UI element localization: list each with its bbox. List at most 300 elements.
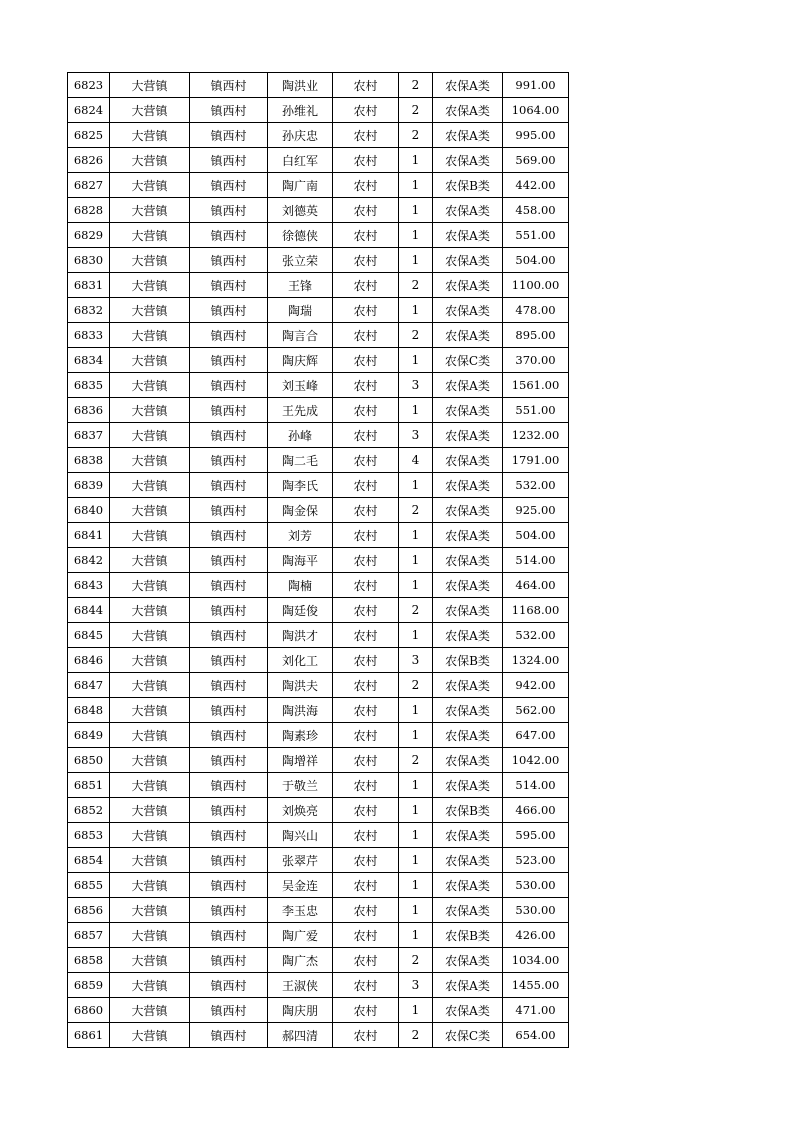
amount-cell: 478.00 <box>503 298 569 323</box>
town-cell: 大营镇 <box>110 823 190 848</box>
name-cell: 李玉忠 <box>268 898 333 923</box>
household-count-cell: 3 <box>399 973 433 998</box>
area-type-cell: 农村 <box>333 823 399 848</box>
insurance-category-cell: 农保A类 <box>433 198 503 223</box>
insurance-category-cell: 农保A类 <box>433 773 503 798</box>
name-cell: 王锋 <box>268 273 333 298</box>
table-row <box>68 448 569 473</box>
town-cell: 大营镇 <box>110 523 190 548</box>
village-cell: 镇西村 <box>190 73 268 98</box>
area-type-cell: 农村 <box>333 873 399 898</box>
table-row <box>68 598 569 623</box>
amount-cell: 442.00 <box>503 173 569 198</box>
amount-cell: 504.00 <box>503 523 569 548</box>
town-cell: 大营镇 <box>110 423 190 448</box>
row-number: 6853 <box>68 823 110 848</box>
name-cell: 白红军 <box>268 148 333 173</box>
area-type-cell: 农村 <box>333 498 399 523</box>
town-cell: 大营镇 <box>110 473 190 498</box>
name-cell: 王先成 <box>268 398 333 423</box>
insurance-category-cell: 农保C类 <box>433 1023 503 1048</box>
area-type-cell: 农村 <box>333 523 399 548</box>
name-cell: 陶庆辉 <box>268 348 333 373</box>
village-cell: 镇西村 <box>190 973 268 998</box>
amount-cell: 1042.00 <box>503 748 569 773</box>
insurance-category-cell: 农保A类 <box>433 123 503 148</box>
row-number: 6834 <box>68 348 110 373</box>
insurance-category-cell: 农保A类 <box>433 73 503 98</box>
area-type-cell: 农村 <box>333 848 399 873</box>
table-row <box>68 123 569 148</box>
table-row <box>68 523 569 548</box>
town-cell: 大营镇 <box>110 998 190 1023</box>
household-count-cell: 1 <box>399 398 433 423</box>
household-count-cell: 2 <box>399 498 433 523</box>
town-cell: 大营镇 <box>110 548 190 573</box>
table-row <box>68 1023 569 1048</box>
village-cell: 镇西村 <box>190 948 268 973</box>
table-row <box>68 148 569 173</box>
village-cell: 镇西村 <box>190 348 268 373</box>
area-type-cell: 农村 <box>333 98 399 123</box>
amount-cell: 1034.00 <box>503 948 569 973</box>
area-type-cell: 农村 <box>333 673 399 698</box>
table-row <box>68 223 569 248</box>
insurance-category-cell: 农保A类 <box>433 823 503 848</box>
area-type-cell: 农村 <box>333 373 399 398</box>
household-count-cell: 1 <box>399 573 433 598</box>
amount-cell: 514.00 <box>503 773 569 798</box>
insurance-category-cell: 农保A类 <box>433 548 503 573</box>
name-cell: 陶素珍 <box>268 723 333 748</box>
village-cell: 镇西村 <box>190 398 268 423</box>
village-cell: 镇西村 <box>190 823 268 848</box>
town-cell: 大营镇 <box>110 173 190 198</box>
roster-table <box>67 72 569 1048</box>
household-count-cell: 1 <box>399 998 433 1023</box>
insurance-category-cell: 农保A类 <box>433 948 503 973</box>
household-count-cell: 1 <box>399 848 433 873</box>
insurance-category-cell: 农保A类 <box>433 248 503 273</box>
amount-cell: 1324.00 <box>503 648 569 673</box>
insurance-category-cell: 农保B类 <box>433 173 503 198</box>
town-cell: 大营镇 <box>110 448 190 473</box>
village-cell: 镇西村 <box>190 523 268 548</box>
town-cell: 大营镇 <box>110 198 190 223</box>
row-number: 6830 <box>68 248 110 273</box>
name-cell: 孙峰 <box>268 423 333 448</box>
village-cell: 镇西村 <box>190 273 268 298</box>
name-cell: 徐德侠 <box>268 223 333 248</box>
area-type-cell: 农村 <box>333 173 399 198</box>
name-cell: 陶二毛 <box>268 448 333 473</box>
name-cell: 刘玉峰 <box>268 373 333 398</box>
name-cell: 吴金连 <box>268 873 333 898</box>
table-row <box>68 248 569 273</box>
name-cell: 陶广南 <box>268 173 333 198</box>
insurance-category-cell: 农保A类 <box>433 698 503 723</box>
name-cell: 陶洪才 <box>268 623 333 648</box>
town-cell: 大营镇 <box>110 923 190 948</box>
household-count-cell: 1 <box>399 873 433 898</box>
name-cell: 刘化工 <box>268 648 333 673</box>
town-cell: 大营镇 <box>110 398 190 423</box>
name-cell: 陶廷俊 <box>268 598 333 623</box>
household-count-cell: 1 <box>399 523 433 548</box>
row-number: 6832 <box>68 298 110 323</box>
row-number: 6848 <box>68 698 110 723</box>
insurance-category-cell: 农保C类 <box>433 348 503 373</box>
area-type-cell: 农村 <box>333 1023 399 1048</box>
household-count-cell: 2 <box>399 748 433 773</box>
amount-cell: 514.00 <box>503 548 569 573</box>
household-count-cell: 2 <box>399 98 433 123</box>
name-cell: 刘芳 <box>268 523 333 548</box>
village-cell: 镇西村 <box>190 498 268 523</box>
amount-cell: 925.00 <box>503 498 569 523</box>
table-row <box>68 498 569 523</box>
table-row <box>68 98 569 123</box>
name-cell: 陶洪夫 <box>268 673 333 698</box>
town-cell: 大营镇 <box>110 273 190 298</box>
name-cell: 刘焕亮 <box>268 798 333 823</box>
household-count-cell: 1 <box>399 248 433 273</box>
area-type-cell: 农村 <box>333 148 399 173</box>
household-count-cell: 4 <box>399 448 433 473</box>
insurance-category-cell: 农保A类 <box>433 423 503 448</box>
insurance-category-cell: 农保A类 <box>433 523 503 548</box>
insurance-category-cell: 农保A类 <box>433 223 503 248</box>
amount-cell: 426.00 <box>503 923 569 948</box>
household-count-cell: 1 <box>399 298 433 323</box>
row-number: 6833 <box>68 323 110 348</box>
village-cell: 镇西村 <box>190 723 268 748</box>
town-cell: 大营镇 <box>110 798 190 823</box>
area-type-cell: 农村 <box>333 348 399 373</box>
area-type-cell: 农村 <box>333 573 399 598</box>
insurance-category-cell: 农保A类 <box>433 148 503 173</box>
table-row <box>68 873 569 898</box>
household-count-cell: 2 <box>399 1023 433 1048</box>
village-cell: 镇西村 <box>190 598 268 623</box>
name-cell: 张立荣 <box>268 248 333 273</box>
insurance-category-cell: 农保B类 <box>433 798 503 823</box>
amount-cell: 895.00 <box>503 323 569 348</box>
household-count-cell: 1 <box>399 198 433 223</box>
row-number: 6844 <box>68 598 110 623</box>
village-cell: 镇西村 <box>190 1023 268 1048</box>
name-cell: 郝四清 <box>268 1023 333 1048</box>
area-type-cell: 农村 <box>333 598 399 623</box>
village-cell: 镇西村 <box>190 748 268 773</box>
name-cell: 刘德英 <box>268 198 333 223</box>
insurance-category-cell: 农保A类 <box>433 898 503 923</box>
name-cell: 于敬兰 <box>268 773 333 798</box>
name-cell: 陶增祥 <box>268 748 333 773</box>
row-number: 6837 <box>68 423 110 448</box>
row-number: 6841 <box>68 523 110 548</box>
area-type-cell: 农村 <box>333 723 399 748</box>
town-cell: 大营镇 <box>110 1023 190 1048</box>
village-cell: 镇西村 <box>190 573 268 598</box>
row-number: 6850 <box>68 748 110 773</box>
village-cell: 镇西村 <box>190 898 268 923</box>
row-number: 6827 <box>68 173 110 198</box>
insurance-category-cell: 农保A类 <box>433 323 503 348</box>
town-cell: 大营镇 <box>110 573 190 598</box>
row-number: 6856 <box>68 898 110 923</box>
town-cell: 大营镇 <box>110 773 190 798</box>
household-count-cell: 1 <box>399 898 433 923</box>
household-count-cell: 1 <box>399 623 433 648</box>
insurance-category-cell: 农保A类 <box>433 298 503 323</box>
household-count-cell: 1 <box>399 798 433 823</box>
table-row <box>68 73 569 98</box>
table-row <box>68 373 569 398</box>
area-type-cell: 农村 <box>333 748 399 773</box>
town-cell: 大营镇 <box>110 648 190 673</box>
amount-cell: 654.00 <box>503 1023 569 1048</box>
amount-cell: 466.00 <box>503 798 569 823</box>
village-cell: 镇西村 <box>190 323 268 348</box>
area-type-cell: 农村 <box>333 448 399 473</box>
area-type-cell: 农村 <box>333 473 399 498</box>
village-cell: 镇西村 <box>190 298 268 323</box>
table-row <box>68 398 569 423</box>
village-cell: 镇西村 <box>190 673 268 698</box>
row-number: 6852 <box>68 798 110 823</box>
area-type-cell: 农村 <box>333 548 399 573</box>
table-row <box>68 473 569 498</box>
town-cell: 大营镇 <box>110 873 190 898</box>
insurance-category-cell: 农保B类 <box>433 648 503 673</box>
insurance-category-cell: 农保A类 <box>433 498 503 523</box>
name-cell: 陶兴山 <box>268 823 333 848</box>
town-cell: 大营镇 <box>110 748 190 773</box>
insurance-category-cell: 农保A类 <box>433 273 503 298</box>
row-number: 6858 <box>68 948 110 973</box>
household-count-cell: 2 <box>399 273 433 298</box>
table-row <box>68 748 569 773</box>
row-number: 6842 <box>68 548 110 573</box>
area-type-cell: 农村 <box>333 973 399 998</box>
amount-cell: 532.00 <box>503 623 569 648</box>
household-count-cell: 2 <box>399 598 433 623</box>
amount-cell: 1100.00 <box>503 273 569 298</box>
town-cell: 大营镇 <box>110 98 190 123</box>
insurance-category-cell: 农保A类 <box>433 373 503 398</box>
household-count-cell: 3 <box>399 373 433 398</box>
table-row <box>68 923 569 948</box>
insurance-category-cell: 农保A类 <box>433 573 503 598</box>
area-type-cell: 农村 <box>333 273 399 298</box>
insurance-category-cell: 农保A类 <box>433 623 503 648</box>
name-cell: 陶庆朋 <box>268 998 333 1023</box>
table-row <box>68 273 569 298</box>
area-type-cell: 农村 <box>333 648 399 673</box>
village-cell: 镇西村 <box>190 798 268 823</box>
amount-cell: 1561.00 <box>503 373 569 398</box>
table-row <box>68 623 569 648</box>
village-cell: 镇西村 <box>190 123 268 148</box>
table-row <box>68 973 569 998</box>
village-cell: 镇西村 <box>190 848 268 873</box>
name-cell: 陶李氏 <box>268 473 333 498</box>
household-count-cell: 1 <box>399 923 433 948</box>
amount-cell: 523.00 <box>503 848 569 873</box>
village-cell: 镇西村 <box>190 648 268 673</box>
town-cell: 大营镇 <box>110 298 190 323</box>
household-count-cell: 3 <box>399 423 433 448</box>
village-cell: 镇西村 <box>190 548 268 573</box>
amount-cell: 562.00 <box>503 698 569 723</box>
table-row <box>68 798 569 823</box>
amount-cell: 569.00 <box>503 148 569 173</box>
table-row <box>68 573 569 598</box>
insurance-category-cell: 农保A类 <box>433 848 503 873</box>
town-cell: 大营镇 <box>110 598 190 623</box>
insurance-category-cell: 农保A类 <box>433 873 503 898</box>
row-number: 6855 <box>68 873 110 898</box>
insurance-category-cell: 农保A类 <box>433 723 503 748</box>
insurance-category-cell: 农保A类 <box>433 998 503 1023</box>
table-row <box>68 548 569 573</box>
name-cell: 张翠芹 <box>268 848 333 873</box>
town-cell: 大营镇 <box>110 348 190 373</box>
town-cell: 大营镇 <box>110 123 190 148</box>
village-cell: 镇西村 <box>190 773 268 798</box>
row-number: 6854 <box>68 848 110 873</box>
village-cell: 镇西村 <box>190 998 268 1023</box>
village-cell: 镇西村 <box>190 198 268 223</box>
name-cell: 陶广杰 <box>268 948 333 973</box>
table-row <box>68 173 569 198</box>
row-number: 6857 <box>68 923 110 948</box>
table-row <box>68 998 569 1023</box>
row-number: 6859 <box>68 973 110 998</box>
amount-cell: 504.00 <box>503 248 569 273</box>
row-number: 6843 <box>68 573 110 598</box>
town-cell: 大营镇 <box>110 673 190 698</box>
village-cell: 镇西村 <box>190 873 268 898</box>
row-number: 6840 <box>68 498 110 523</box>
amount-cell: 551.00 <box>503 223 569 248</box>
household-count-cell: 1 <box>399 698 433 723</box>
household-count-cell: 2 <box>399 673 433 698</box>
village-cell: 镇西村 <box>190 373 268 398</box>
amount-cell: 471.00 <box>503 998 569 1023</box>
name-cell: 孙庆忠 <box>268 123 333 148</box>
table-row <box>68 773 569 798</box>
amount-cell: 370.00 <box>503 348 569 373</box>
household-count-cell: 2 <box>399 73 433 98</box>
household-count-cell: 1 <box>399 348 433 373</box>
village-cell: 镇西村 <box>190 173 268 198</box>
row-number: 6835 <box>68 373 110 398</box>
table-row <box>68 648 569 673</box>
household-count-cell: 2 <box>399 948 433 973</box>
area-type-cell: 农村 <box>333 73 399 98</box>
amount-cell: 991.00 <box>503 73 569 98</box>
row-number: 6836 <box>68 398 110 423</box>
household-count-cell: 1 <box>399 473 433 498</box>
area-type-cell: 农村 <box>333 423 399 448</box>
row-number: 6839 <box>68 473 110 498</box>
amount-cell: 532.00 <box>503 473 569 498</box>
row-number: 6847 <box>68 673 110 698</box>
village-cell: 镇西村 <box>190 623 268 648</box>
table-row <box>68 698 569 723</box>
area-type-cell: 农村 <box>333 623 399 648</box>
town-cell: 大营镇 <box>110 898 190 923</box>
area-type-cell: 农村 <box>333 298 399 323</box>
area-type-cell: 农村 <box>333 223 399 248</box>
name-cell: 陶言合 <box>268 323 333 348</box>
row-number: 6828 <box>68 198 110 223</box>
row-number: 6845 <box>68 623 110 648</box>
town-cell: 大营镇 <box>110 248 190 273</box>
village-cell: 镇西村 <box>190 473 268 498</box>
village-cell: 镇西村 <box>190 423 268 448</box>
row-number: 6851 <box>68 773 110 798</box>
insurance-category-cell: 农保A类 <box>433 448 503 473</box>
amount-cell: 1232.00 <box>503 423 569 448</box>
household-count-cell: 2 <box>399 123 433 148</box>
insurance-category-cell: 农保A类 <box>433 598 503 623</box>
town-cell: 大营镇 <box>110 698 190 723</box>
amount-cell: 1064.00 <box>503 98 569 123</box>
household-count-cell: 2 <box>399 323 433 348</box>
town-cell: 大营镇 <box>110 223 190 248</box>
insurance-category-cell: 农保A类 <box>433 973 503 998</box>
household-count-cell: 1 <box>399 723 433 748</box>
insurance-category-cell: 农保A类 <box>433 473 503 498</box>
table-row <box>68 823 569 848</box>
amount-cell: 1455.00 <box>503 973 569 998</box>
name-cell: 孙维礼 <box>268 98 333 123</box>
amount-cell: 995.00 <box>503 123 569 148</box>
household-count-cell: 1 <box>399 173 433 198</box>
row-number: 6826 <box>68 148 110 173</box>
village-cell: 镇西村 <box>190 248 268 273</box>
table-row <box>68 898 569 923</box>
town-cell: 大营镇 <box>110 73 190 98</box>
amount-cell: 1791.00 <box>503 448 569 473</box>
town-cell: 大营镇 <box>110 148 190 173</box>
table-row <box>68 723 569 748</box>
household-count-cell: 1 <box>399 548 433 573</box>
name-cell: 陶瑞 <box>268 298 333 323</box>
insurance-category-cell: 农保A类 <box>433 673 503 698</box>
household-count-cell: 1 <box>399 223 433 248</box>
row-number: 6849 <box>68 723 110 748</box>
row-number: 6825 <box>68 123 110 148</box>
town-cell: 大营镇 <box>110 498 190 523</box>
amount-cell: 458.00 <box>503 198 569 223</box>
table-row <box>68 423 569 448</box>
table-row <box>68 948 569 973</box>
area-type-cell: 农村 <box>333 998 399 1023</box>
insurance-category-cell: 农保A类 <box>433 398 503 423</box>
household-count-cell: 1 <box>399 773 433 798</box>
row-number: 6823 <box>68 73 110 98</box>
amount-cell: 530.00 <box>503 898 569 923</box>
table-row <box>68 323 569 348</box>
town-cell: 大营镇 <box>110 723 190 748</box>
village-cell: 镇西村 <box>190 148 268 173</box>
amount-cell: 551.00 <box>503 398 569 423</box>
town-cell: 大营镇 <box>110 973 190 998</box>
